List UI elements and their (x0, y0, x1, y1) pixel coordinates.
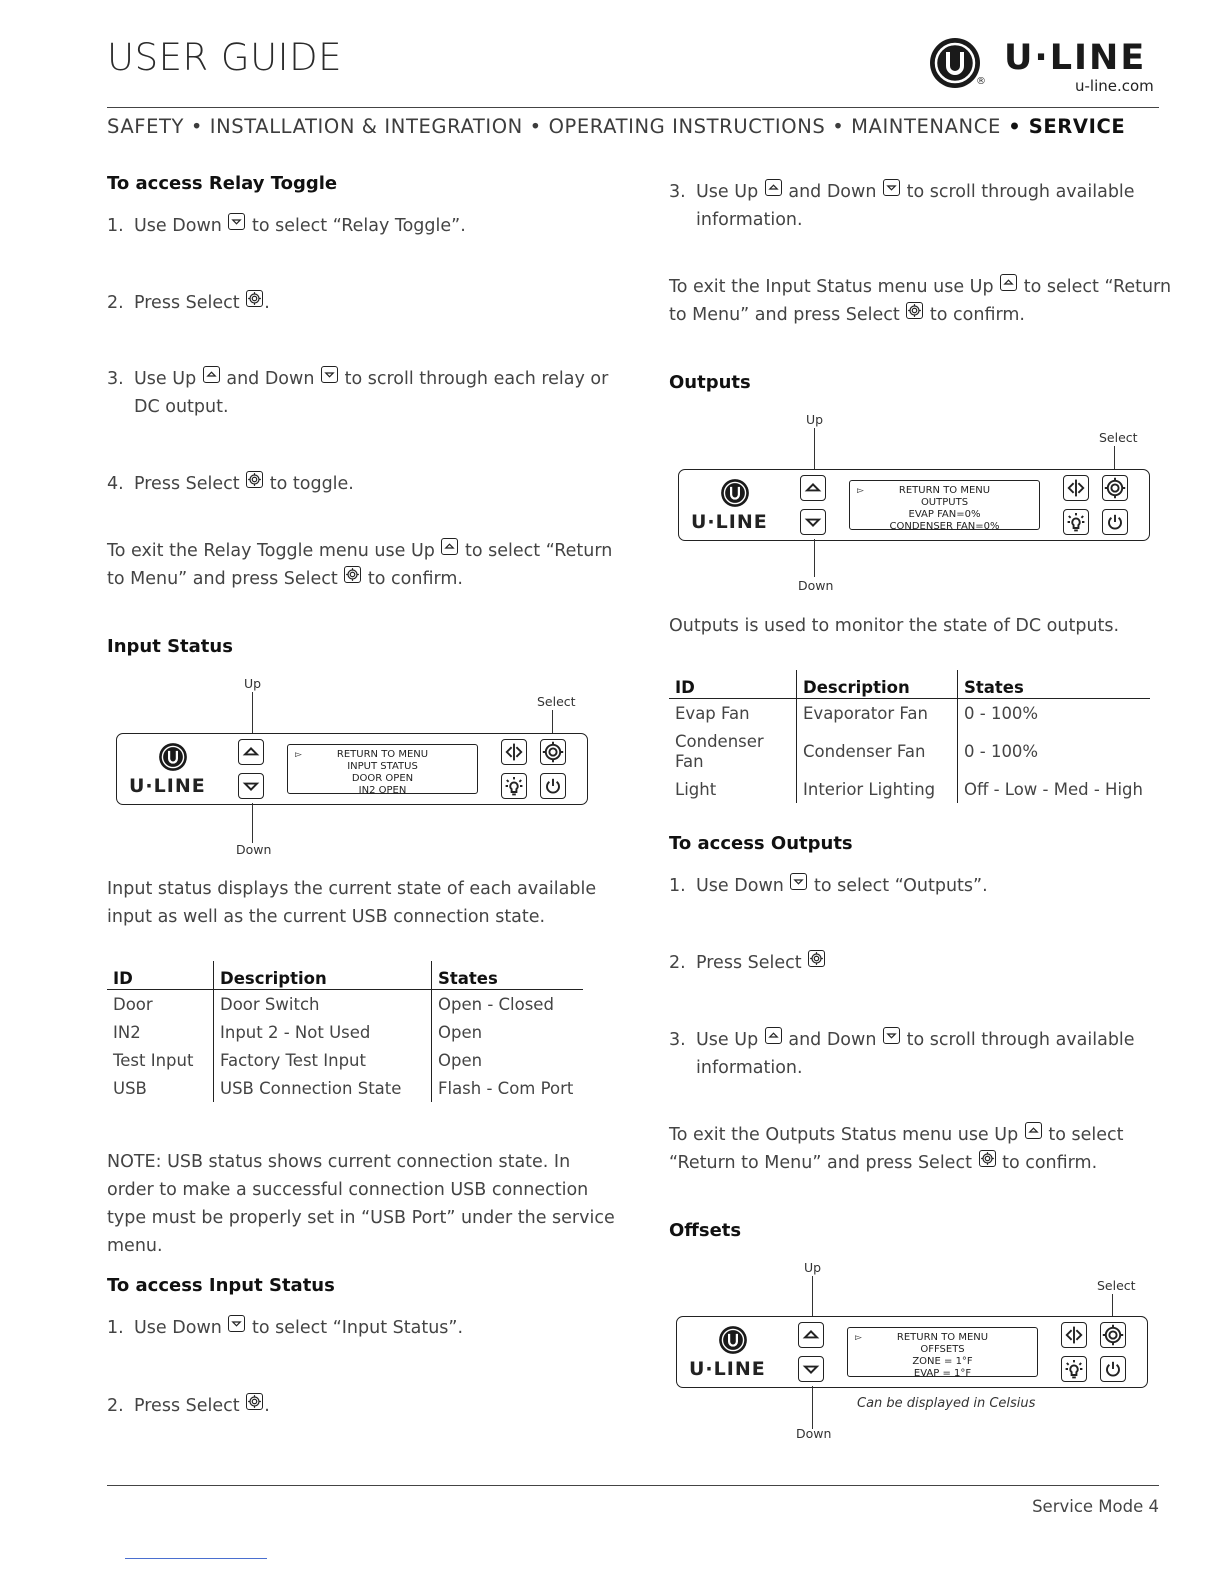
select-button[interactable] (1100, 1322, 1126, 1348)
celsius-caption: Can be displayed in Celsius (857, 1396, 1036, 1411)
down-icon (883, 179, 900, 196)
relay-step-4 (107, 470, 354, 498)
text: To exit the Input Status menu use Up (669, 277, 994, 297)
step-text: Use Down (134, 216, 222, 236)
step-text: information. (696, 1058, 803, 1078)
text: to select “Return (465, 541, 613, 561)
select-label: Select (537, 694, 576, 709)
step-text: Use Up (696, 1030, 759, 1050)
select-icon (344, 566, 361, 583)
down-icon (321, 366, 338, 383)
panel-brand: U·LINE (691, 511, 768, 533)
step-text: and Down (788, 182, 877, 202)
section-nav (107, 115, 1125, 138)
step-number: 3. (669, 182, 686, 202)
step-text: to select “Input Status”. (252, 1318, 464, 1338)
text: to confirm. (367, 569, 463, 589)
zone-button[interactable] (1061, 1322, 1087, 1348)
step-text: . (264, 293, 270, 313)
cell: Evaporator Fan (797, 699, 958, 728)
nav-sep: • (1000, 115, 1029, 138)
step-text: to select “Relay Toggle”. (252, 216, 466, 236)
cell: USB (113, 1079, 147, 1098)
relay-exit-instructions (107, 537, 612, 593)
lcd-line: RETURN TO MENU (896, 1332, 989, 1343)
cell: Input 2 - Not Used (214, 1018, 432, 1046)
table-row (107, 1046, 583, 1074)
input-access-step-2 (107, 1392, 270, 1420)
text: To exit the Outputs Status menu use Up (669, 1125, 1019, 1145)
cell: Condenser Fan (797, 727, 958, 775)
step-text: to toggle. (269, 474, 354, 494)
step-text: . (264, 1396, 270, 1416)
down-callout-line (814, 539, 815, 577)
cell: Open (432, 1018, 584, 1046)
nav-maintenance: MAINTENANCE (851, 115, 1001, 138)
text: To exit the Relay Toggle menu use Up (107, 541, 435, 561)
outputs-panel-diagram (669, 408, 1159, 598)
step-text: to select “Outputs”. (814, 876, 988, 896)
table-row (107, 1018, 583, 1046)
cell: Open (432, 1046, 584, 1074)
registered-mark: ® (976, 76, 986, 87)
down-icon (228, 1315, 245, 1332)
power-button[interactable] (1100, 1356, 1126, 1382)
step-number: 3. (107, 369, 124, 389)
up-label: Up (804, 1260, 822, 1275)
up-callout-line (812, 1276, 813, 1316)
access-input-status-heading: To access Input Status (107, 1275, 335, 1296)
light-button[interactable] (501, 773, 527, 799)
select-callout-line (552, 710, 553, 734)
down-button[interactable] (800, 509, 826, 535)
outputs-table (669, 670, 1150, 803)
text: to select (1048, 1125, 1124, 1145)
column-header: ID (107, 961, 214, 990)
step-text: Use Down (134, 1318, 222, 1338)
text: to Menu” and press Select (669, 305, 900, 325)
down-button[interactable] (798, 1356, 824, 1382)
cursor-arrow-icon: ▻ (855, 1333, 862, 1343)
outputs-step-3 (669, 1026, 1135, 1082)
step-text: Use Down (696, 876, 784, 896)
select-icon (246, 290, 263, 307)
relay-step-3 (107, 365, 608, 421)
step-text: and Down (226, 369, 315, 389)
step-text: Use Up (134, 369, 197, 389)
outputs-description: Outputs is used to monitor the state of DC outputs. (669, 616, 1120, 636)
cell: Condenser Fan (675, 732, 764, 771)
usb-note (107, 1148, 615, 1260)
offsets-panel-diagram (667, 1256, 1157, 1456)
control-panel (676, 1316, 1148, 1388)
down-callout-line (812, 1386, 813, 1429)
select-icon (246, 471, 263, 488)
table-row (669, 699, 1150, 728)
access-outputs-heading: To access Outputs (669, 833, 853, 854)
text: to confirm. (929, 305, 1025, 325)
select-label: Select (1099, 430, 1138, 445)
up-button[interactable] (798, 1322, 824, 1348)
lcd-line: ZONE = 1°F (912, 1356, 973, 1367)
text: menu. (107, 1236, 163, 1256)
step-text: Press Select (134, 474, 240, 494)
down-button[interactable] (238, 773, 264, 799)
light-button[interactable] (1063, 509, 1089, 535)
lcd-display (287, 744, 478, 794)
select-button[interactable] (1102, 475, 1128, 501)
text: input as well as the current USB connection state. (107, 907, 546, 927)
input-continue-step-3 (669, 178, 1135, 234)
footer-divider (107, 1485, 1159, 1486)
step-number: 2. (107, 1396, 124, 1416)
outputs-step-1 (669, 872, 988, 900)
relay-toggle-heading: To access Relay Toggle (107, 173, 338, 194)
input-status-panel-diagram (107, 672, 597, 862)
text: to Menu” and press Select (107, 569, 338, 589)
brand-wordmark: U·LINE (1004, 38, 1147, 78)
table-row (669, 727, 1150, 775)
column-header: States (432, 961, 584, 990)
control-panel (116, 733, 588, 805)
lcd-line: RETURN TO MENU (898, 485, 991, 496)
table-row (669, 775, 1150, 803)
nav-operating: OPERATING INSTRUCTIONS (548, 115, 826, 138)
u-line-logo-icon (718, 1325, 748, 1355)
lcd-display (849, 480, 1040, 530)
cell: 0 - 100% (958, 727, 1151, 775)
table-row (107, 990, 583, 1019)
cursor-arrow-icon: ▻ (857, 486, 864, 496)
u-line-logo-icon (720, 478, 750, 508)
text: type must be properly set in “USB Port” under the service (107, 1208, 615, 1228)
up-icon (441, 538, 458, 555)
up-icon (765, 1027, 782, 1044)
column-header: Description (214, 961, 432, 990)
select-icon (246, 1393, 263, 1410)
up-icon (1025, 1122, 1042, 1139)
cell: Open - Closed (432, 990, 584, 1019)
input-access-step-1 (107, 1314, 463, 1342)
outputs-exit-instructions (669, 1121, 1123, 1177)
input-exit-instructions (669, 273, 1171, 329)
lcd-line: EVAP FAN=0% (908, 509, 981, 520)
step-number: 4. (107, 474, 124, 494)
down-label: Down (798, 578, 834, 593)
lcd-display (847, 1327, 1038, 1377)
lcd-line: CONDENSER FAN=0% (889, 521, 1000, 532)
page-title: USER GUIDE (107, 36, 342, 79)
input-status-table (107, 961, 583, 1102)
cell: Flash - Com Port (432, 1074, 584, 1102)
lcd-line: EVAP = 1°F (913, 1368, 972, 1379)
down-icon (790, 873, 807, 890)
step-number: 3. (669, 1030, 686, 1050)
text: “Return to Menu” and press Select (669, 1153, 972, 1173)
nav-service: SERVICE (1028, 115, 1126, 138)
relay-step-2 (107, 289, 270, 317)
lcd-line: RETURN TO MENU (336, 749, 429, 760)
select-callout-line (1114, 446, 1115, 470)
text: to select “Return (1023, 277, 1172, 297)
column-header: Description (797, 670, 958, 699)
step-text: to scroll through available (906, 182, 1135, 202)
step-text: and Down (788, 1030, 877, 1050)
cell: USB Connection State (214, 1074, 432, 1102)
select-icon (906, 302, 923, 319)
lcd-line: INPUT STATUS (347, 761, 418, 772)
lcd-line: DOOR OPEN (351, 773, 414, 784)
input-status-heading: Input Status (107, 636, 233, 657)
header-divider (107, 107, 1159, 108)
step-text: DC output. (134, 397, 229, 417)
nav-safety: SAFETY (107, 115, 185, 138)
relay-step-1 (107, 212, 466, 240)
control-panel (678, 469, 1150, 541)
text: order to make a successful connection USB connection (107, 1180, 589, 1200)
down-callout-line (252, 803, 253, 843)
cell: Light (675, 780, 717, 799)
text: Input status displays the current state of each available (107, 879, 597, 899)
cell: Factory Test Input (214, 1046, 432, 1074)
up-callout-line (814, 428, 815, 470)
brand-logo (928, 36, 1168, 96)
nav-sep: • (184, 115, 210, 138)
link-underline (125, 1558, 267, 1559)
nav-sep: • (522, 115, 549, 138)
lcd-line: OUTPUTS (920, 497, 969, 508)
cursor-arrow-icon: ▻ (295, 750, 302, 760)
cell: Test Input (113, 1051, 194, 1070)
cell: Door (113, 995, 153, 1014)
u-line-logo-icon (928, 36, 982, 90)
zone-button[interactable] (501, 739, 527, 765)
down-label: Down (796, 1426, 832, 1441)
select-callout-line (1112, 1294, 1113, 1316)
text: to confirm. (1002, 1153, 1098, 1173)
cell: Evap Fan (675, 704, 750, 723)
cell: Interior Lighting (797, 775, 958, 803)
up-callout-line (252, 692, 253, 734)
outputs-heading: Outputs (669, 372, 751, 393)
power-button[interactable] (540, 773, 566, 799)
step-text: Use Up (696, 182, 759, 202)
light-button[interactable] (1061, 1356, 1087, 1382)
step-number: 1. (107, 216, 124, 236)
lcd-line: OFFSETS (920, 1344, 965, 1355)
column-header: ID (669, 670, 797, 699)
zone-button[interactable] (1063, 475, 1089, 501)
cell: Off - Low - Med - High (958, 775, 1151, 803)
text: NOTE: USB status shows current connection state. In (107, 1152, 571, 1172)
up-label: Up (806, 412, 824, 427)
offsets-heading: Offsets (669, 1220, 742, 1241)
cell: IN2 (113, 1023, 141, 1042)
step-text: Press Select (696, 953, 802, 973)
down-icon (228, 213, 245, 230)
panel-brand: U·LINE (129, 775, 206, 797)
lcd-line: IN2 OPEN (358, 785, 407, 796)
step-number: 2. (107, 293, 124, 313)
down-icon (883, 1027, 900, 1044)
power-button[interactable] (1102, 509, 1128, 535)
outputs-step-2 (669, 949, 826, 977)
nav-sep: • (825, 115, 852, 138)
up-button[interactable] (238, 739, 264, 765)
input-status-description (107, 875, 596, 931)
up-label: Up (244, 676, 262, 691)
column-header: States (958, 670, 1151, 699)
up-icon (203, 366, 220, 383)
step-number: 2. (669, 953, 686, 973)
cell: 0 - 100% (958, 699, 1151, 728)
brand-url: u-line.com (1075, 77, 1154, 95)
u-line-logo-icon (158, 742, 188, 772)
step-text: to scroll through available (906, 1030, 1135, 1050)
panel-brand: U·LINE (689, 1358, 766, 1380)
up-button[interactable] (800, 475, 826, 501)
up-icon (765, 179, 782, 196)
nav-installation: INSTALLATION & INTEGRATION (209, 115, 523, 138)
down-label: Down (236, 842, 272, 857)
select-icon (979, 1150, 996, 1167)
step-text: information. (696, 210, 803, 230)
up-icon (1000, 274, 1017, 291)
select-button[interactable] (540, 739, 566, 765)
step-text: Press Select (134, 293, 240, 313)
cell: Door Switch (214, 990, 432, 1019)
select-label: Select (1097, 1278, 1136, 1293)
page-number: Service Mode 4 (1032, 1497, 1159, 1516)
step-number: 1. (669, 876, 686, 896)
select-icon (808, 950, 825, 967)
step-number: 1. (107, 1318, 124, 1338)
step-text: Press Select (134, 1396, 240, 1416)
table-row (107, 1074, 583, 1102)
step-text: to scroll through each relay or (344, 369, 609, 389)
